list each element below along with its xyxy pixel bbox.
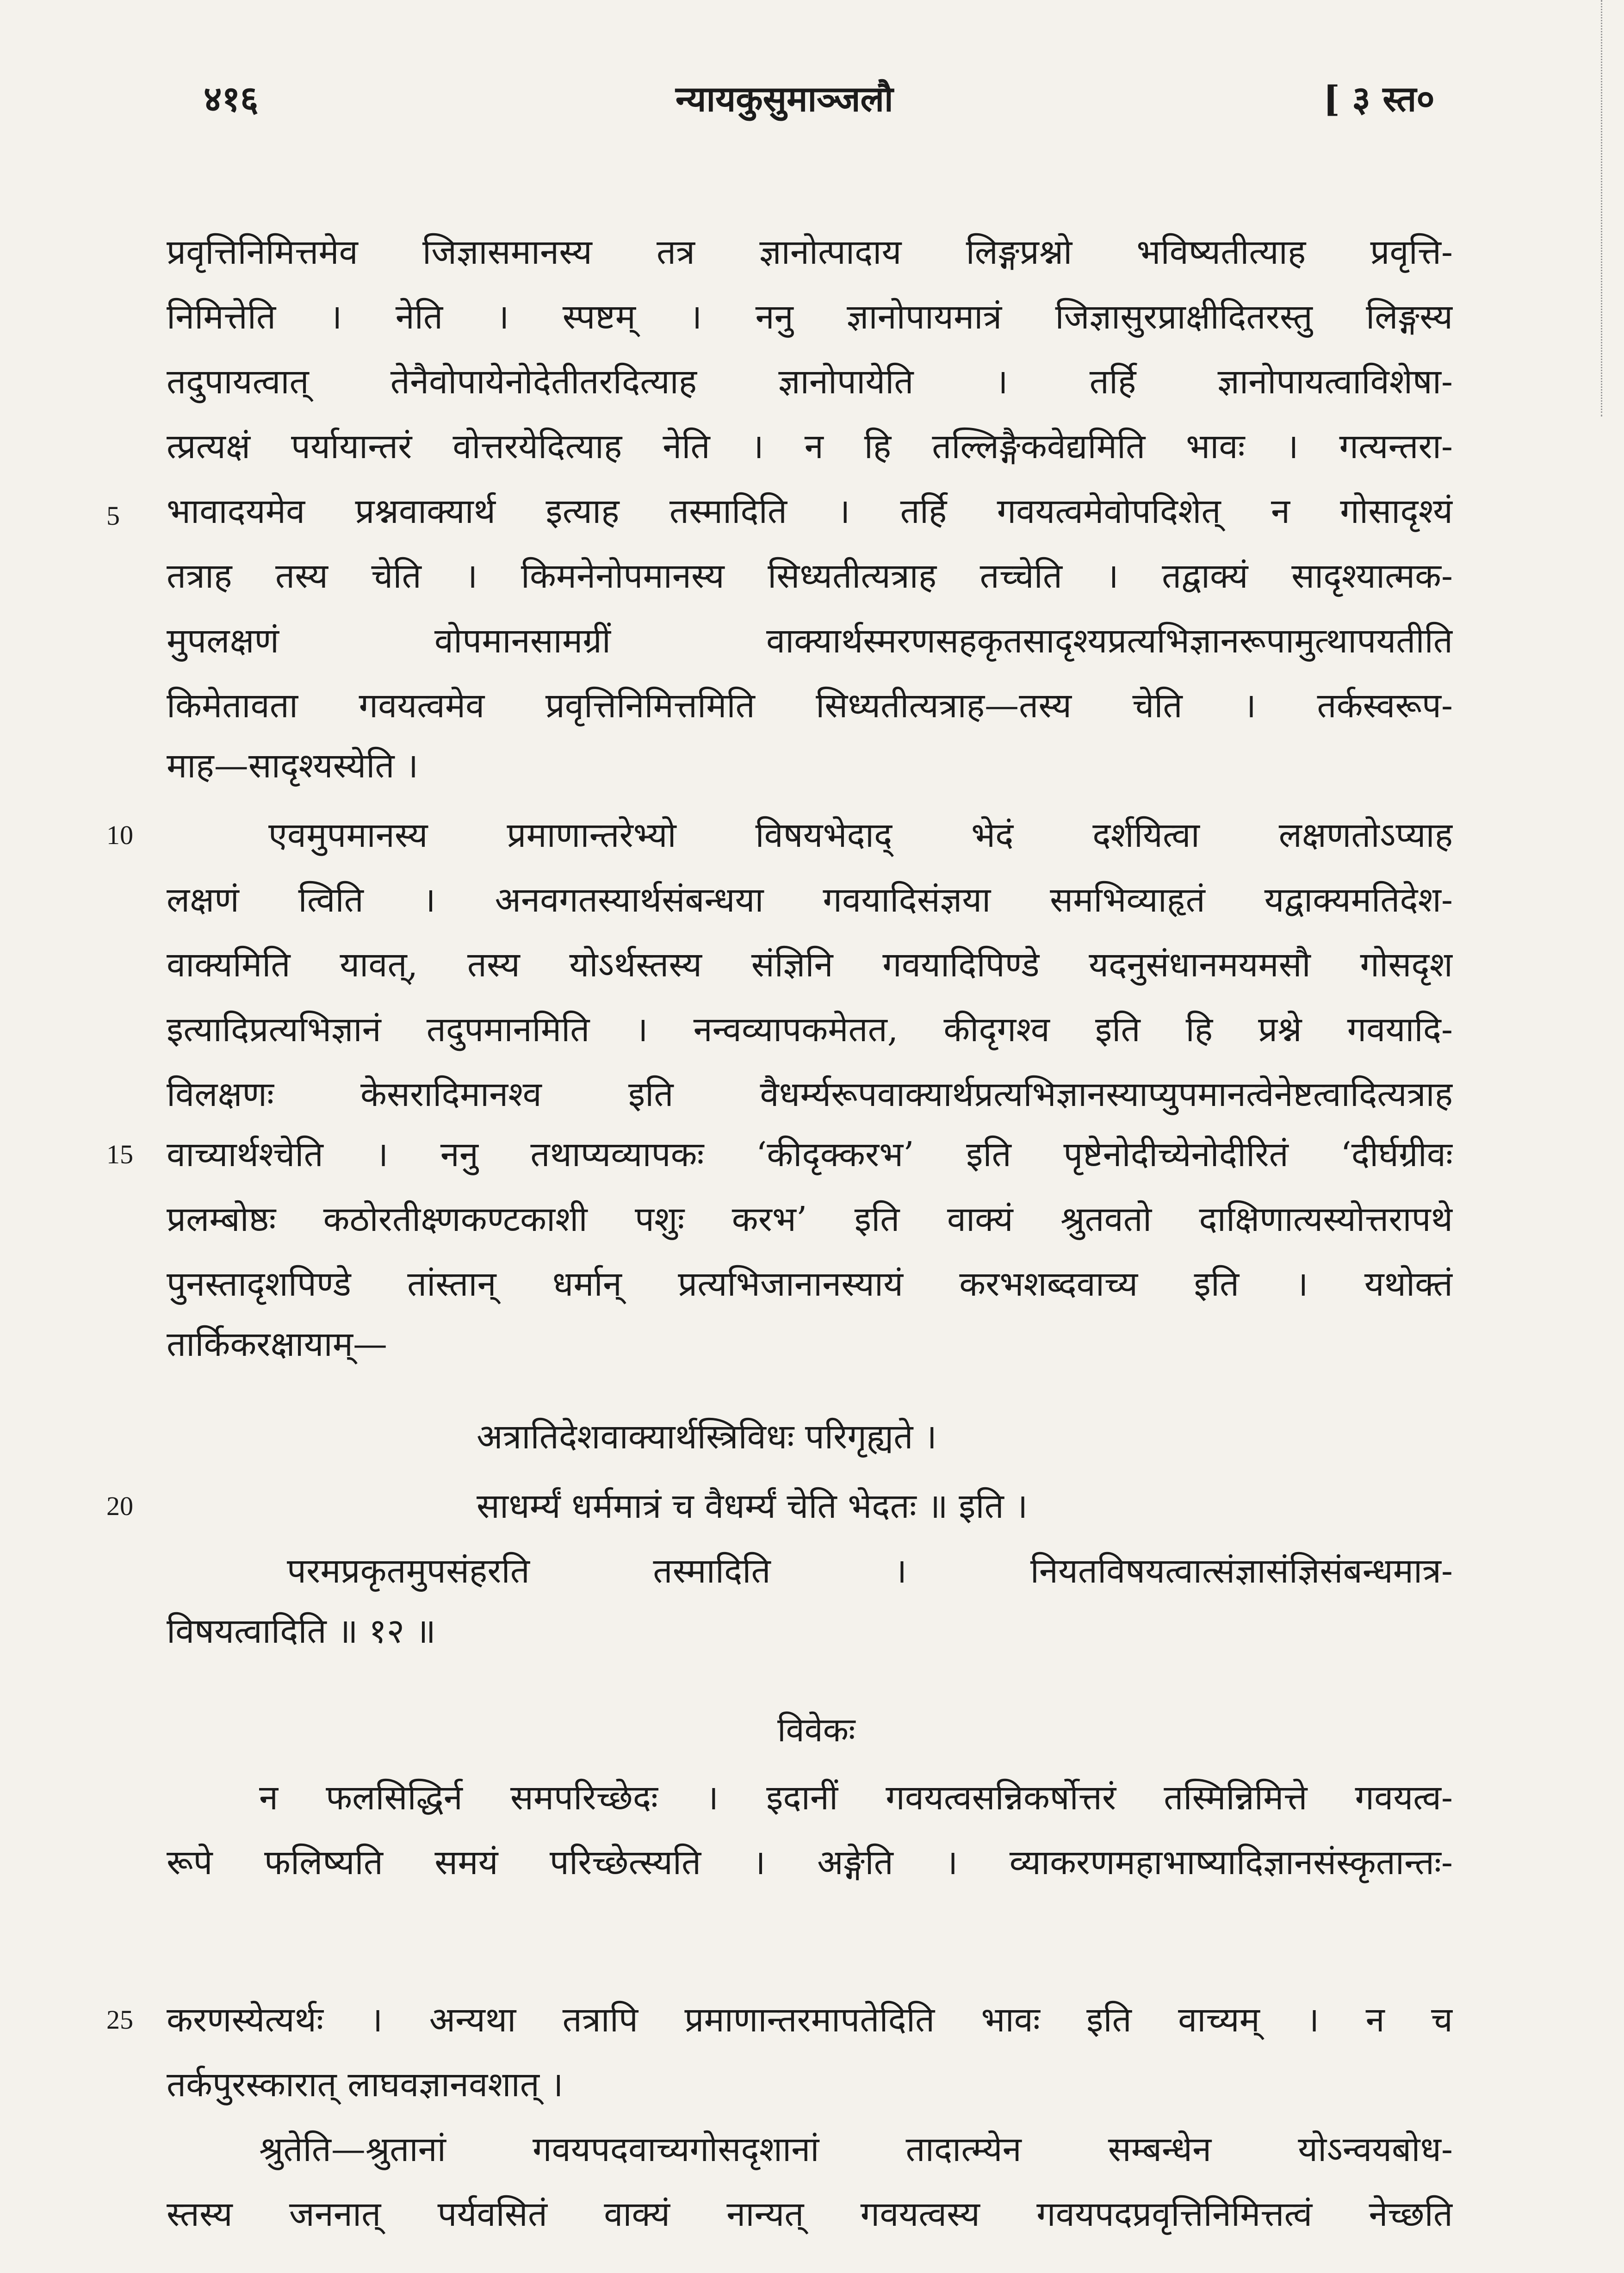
text-line: पुनस्तादृशपिण्डे तांस्तान् धर्मान् प्रत्यभिजानानस्यायं करभशब्दवाच्य इति । यथोक्तं (167, 1264, 1453, 1304)
text-line: निमित्तेति । नेति । स्पष्टम् । ननु ज्ञानोपायमात्रं जिज्ञासुरप्राक्षीदितरस्तु लिङ्गस्य (167, 297, 1453, 337)
text-line: एवमुपमानस्य प्रमाणान्तरेभ्यो विषयभेदाद् भेदं दर्शयित्वा लक्षणतोऽप्याह (268, 815, 1453, 855)
page-number: ४१६ (204, 78, 259, 119)
text-line: तदुपायत्वात् तेनैवोपायेनोदेतीतरदित्याह ज्ञानोपायेति । तर्हि ज्ञानोपायत्वाविशेषा- (167, 362, 1453, 402)
text-line: रूपे फलिष्यति समयं परिच्छेत्स्यति । अङ्गेति । व्याकरणमहाभाष्यादिज्ञानसंस्कृतान्तः- (167, 1843, 1453, 1882)
text-line: विलक्षणः केसरादिमानश्व इति वैधर्म्यरूपवाक्यार्थप्रत्यभिज्ञानस्याप्युपमानत्वेनेष्टत्वादित्यत्राह (167, 1074, 1453, 1114)
text-line: किमेतावता गवयत्वमेव प्रवृत्तिनिमित्तमिति सिध्यतीत्यत्राह—तस्य चेति । तर्कस्वरूप- (167, 686, 1453, 726)
line-number: 5 (106, 501, 120, 531)
text-line: विषयत्वादिति ॥ १२ ॥ (167, 1611, 436, 1651)
running-title: न्यायकुसुमाञ्जलौ (676, 78, 893, 119)
line-number: 15 (106, 1139, 133, 1169)
text-line: श्रुतेति—श्रुतानां गवयपदवाच्यगोसदृशानां तादात्म्येन सम्बन्धेन योऽन्वयबोध- (259, 2130, 1453, 2169)
binding-edge (1601, 0, 1609, 416)
text-line: स्तस्य जननात् पर्यवसितं वाक्यं नान्यत् गवयत्वस्य गवयपदप्रवृत्तिनिमित्तत्वं नेच्छति (167, 2194, 1453, 2234)
verse-line: साधर्म्यं धर्ममात्रं च वैधर्म्यं चेति भेदतः ॥ इति । (477, 1486, 1028, 1526)
text-line: मुपलक्षणं वोपमानसामग्रीं वाक्यार्थस्मरणसहकृतसादृश्यप्रत्यभिज्ञानरूपामुत्थापयतीति (167, 621, 1453, 661)
section-heading: विवेकः (777, 1710, 855, 1749)
verse-line: अत्रातिदेशवाक्यार्थस्त्रिविधः परिगृह्यते । (477, 1417, 937, 1457)
text-line: माह—सादृश्यस्येति । (167, 746, 419, 786)
text-line: तत्राह तस्य चेति । किमनेनोपमानस्य सिध्यतीत्यत्राह तच्चेति । तद्वाक्यं सादृश्यात्मक- (167, 556, 1453, 596)
text-line: प्रवृत्तिनिमित्तमेव जिज्ञासमानस्य तत्र ज्ञानोत्पादाय लिङ्गप्रश्नो भविष्यतीत्याह प्रवृत्ति- (167, 232, 1453, 272)
text-line: भावादयमेव प्रश्नवाक्यार्थ इत्याह तस्मादिति । तर्हि गवयत्वमेवोपदिशेत् न गोसादृश्यं (167, 491, 1453, 531)
text-line: प्रलम्बोष्ठः कठोरतीक्ष्णकण्टकाशी पशुः करभ’ इति वाक्यं श्रुतवतो दाक्षिणात्यस्योत्तरापथे (167, 1199, 1453, 1239)
text-line: वाच्यार्थश्चेति । ननु तथाप्यव्यापकः ‘कीदृक्करभ’ इति पृष्टेनोदीच्येनोदीरितं ‘दीर्घग्रीवः (167, 1135, 1453, 1174)
text-line: तर्कपुरस्कारात् लाघवज्ञानवशात् । (167, 2065, 564, 2105)
text-line: तार्किकरक्षायाम्— (167, 1324, 388, 1364)
text-line: इत्यादिप्रत्यभिज्ञानं तदुपमानमिति । नन्वव्यापकमेतत, कीदृगश्व इति हि प्रश्ने गवयादि- (167, 1010, 1453, 1050)
line-number: 25 (106, 2005, 133, 2035)
section-marker: [ ३ स्त० (1323, 78, 1435, 119)
text-line: परमप्रकृतमुपसंहरति तस्मादिति । नियतविषयत्वात्संज्ञासंज्ञिसंबन्धमात्र- (287, 1551, 1453, 1591)
line-number: 10 (106, 820, 133, 850)
text-line: करणस्येत्यर्थः । अन्यथा तत्रापि प्रमाणान्तरमापतेदिति भावः इति वाच्यम् । न च (167, 2000, 1453, 2040)
text-line: वाक्यमिति यावत्, तस्य योऽर्थस्तस्य संज्ञिनि गवयादिपिण्डे यदनुसंधानमयमसौ गोसदृश (167, 945, 1453, 985)
text-line: त्प्रत्यक्षं पर्यायान्तरं वोत्तरयेदित्याह नेति । न हि तल्लिङ्गैकवेद्यमिति भावः । गत्यन्तरा- (167, 427, 1453, 466)
text-line: न फलसिद्धिर्न समपरिच्छेदः । इदानीं गवयत्वसन्निकर्षोत्तरं तस्मिन्निमित्ते गवयत्व- (259, 1778, 1453, 1818)
line-number: 20 (106, 1491, 133, 1521)
text-line: लक्षणं त्विति । अनवगतस्यार्थसंबन्धया गवयादिसंज्ञया समभिव्याहृतं यद्वाक्यमतिदेश- (167, 880, 1453, 920)
